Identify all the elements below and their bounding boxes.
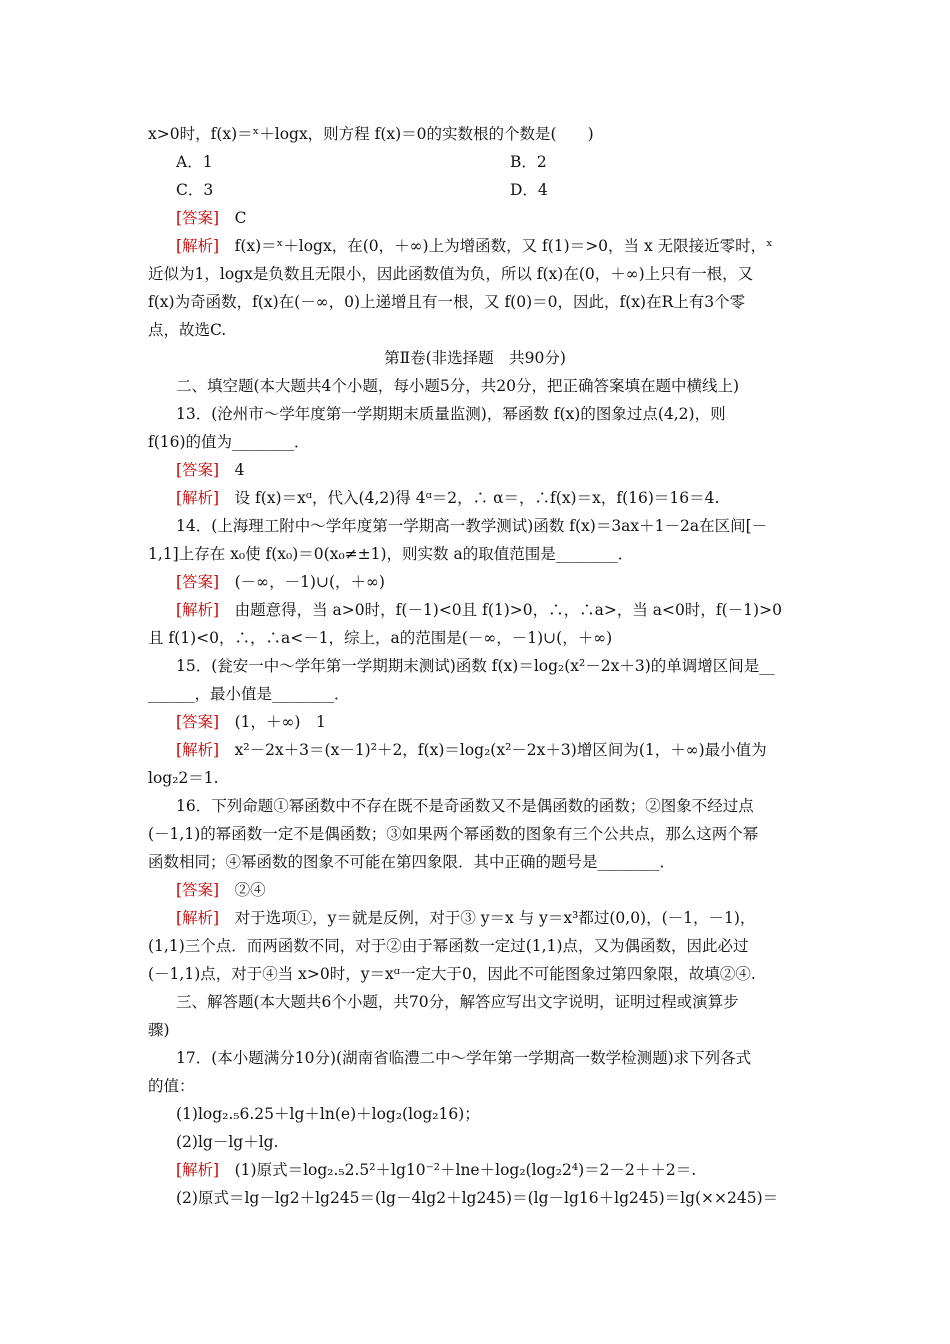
option-row (176, 152, 547, 172)
answer-15 (176, 712, 326, 732)
question-15-stem: ______，最小值是________． (148, 685, 350, 703)
question-16-stem: 函数相同；④幂函数的图象不可能在第四象限．其中正确的题号是________． (148, 853, 676, 871)
answer-tag: [答案] (176, 573, 220, 591)
answer-text: 4 (219, 461, 245, 479)
analysis-tag: [解析] (176, 237, 220, 255)
analysis-12 (176, 236, 773, 256)
answer-text: C (219, 209, 247, 227)
answer-13 (176, 460, 244, 480)
question-16-stem: (－1,1)的幂函数一定不是偶函数；③如果两个幂函数的图象有三个公共点，那么这两个幂 (148, 825, 759, 843)
answer-12 (176, 208, 246, 228)
question-16-stem: 16．下列命题①幂函数中不存在既不是奇函数又不是偶函数的函数；②图象不经过点 (176, 797, 754, 815)
answer-text: (1，＋∞) 1 (219, 713, 326, 731)
section-title: 第Ⅱ卷(非选择题 共90分) (384, 349, 566, 367)
analysis-text: 且 f(1)<0，∴，∴a<－1，综上，a的范围是(－∞，－1)∪(，＋∞) (148, 629, 613, 647)
section-heading: 骤) (148, 1021, 170, 1039)
analysis-text: (2)原式＝lg－lg2＋lg245＝(lg－4lg2＋lg245)＝(lg－lg16＋lg245)＝lg(××245)＝ (176, 1189, 779, 1207)
analysis-tag: [解析] (176, 601, 220, 619)
analysis-14 (176, 600, 782, 620)
analysis-text: 对于选项①，y＝就是反例，对于③ y＝x 与 y＝x³都过(0,0)，(－1，－1)， (219, 909, 756, 927)
analysis-text: 设 f(x)＝xᵅ，代入(4,2)得 4ᵅ＝2，∴ α＝，∴f(x)＝x，f(16)＝16＝4. (219, 489, 720, 507)
question-17-stem: 17．(本小题满分10分)(湖南省临澧二中～学年第一学期高一数学检测题)求下列各式 (176, 1049, 752, 1067)
analysis-text: 由题意得，当 a>0时，f(－1)<0且 f(1)>0，∴，∴a>，当 a<0时，f(－1)>0 (219, 601, 782, 619)
analysis-16 (176, 908, 755, 928)
answer-14 (176, 572, 385, 592)
answer-tag: [答案] (176, 209, 220, 227)
section-heading: 三、解答题(本大题共6个小题，共70分，解答应写出文字说明，证明过程或演算步 (176, 993, 739, 1011)
analysis-text: log₂2＝1. (148, 769, 219, 787)
answer-text: ②④ (219, 881, 266, 899)
option-row (176, 180, 548, 200)
option-a: A．1 (176, 153, 213, 171)
option-c: C．3 (176, 181, 214, 199)
analysis-tag: [解析] (176, 1161, 220, 1179)
analysis-13 (176, 488, 719, 508)
answer-tag: [答案] (176, 713, 220, 731)
question-17-stem: 的值： (148, 1077, 195, 1095)
analysis-text: (－1,1)点，对于④当 x>0时，y＝xᵅ一定大于0，因此不可能图象过第四象限，故填②④. (148, 965, 756, 983)
answer-tag: [答案] (176, 881, 220, 899)
answer-text: (－∞，－1)∪(，＋∞) (219, 573, 385, 591)
section-heading: 二、填空题(本大题共4个小题，每小题5分，共20分，把正确答案填在题中横线上) (176, 377, 740, 395)
analysis-text: (1)原式＝log₂.₅2.5²＋lg10⁻²＋lne＋log₂(log₂2⁴)＝2－2＋＋2＝. (219, 1161, 697, 1179)
analysis-text: f(x)为奇函数，f(x)在(－∞，0)上递增且有一根，又 f(0)＝0，因此，f(x)在R上有3个零 (148, 293, 746, 311)
question-12-stem: x>0时，f(x)＝ˣ＋logx，则方程 f(x)＝0的实数根的个数是( ) (148, 125, 594, 143)
question-14-stem: 1,1]上存在 x₀使 f(x₀)＝0(x₀≠±1)，则实数 a的取值范围是________． (148, 545, 634, 563)
analysis-text: x²－2x＋3＝(x－1)²＋2，f(x)＝log₂(x²－2x＋3)增区间为(1，＋∞)最小值为 (219, 741, 767, 759)
question-17-part-2: (2)lg－lg＋lg. (176, 1133, 279, 1151)
analysis-text: 点，故选C. (148, 321, 227, 339)
question-14-stem: 14．(上海理工附中～学年度第一学期高一教学测试)函数 f(x)＝3ax＋1－2a在区间[－ (176, 517, 768, 535)
analysis-text: (1,1)三个点．而两函数不同，对于②由于幂函数一定过(1,1)点，又为偶函数，因此必过 (148, 937, 749, 955)
option-b: B．2 (510, 153, 547, 171)
analysis-text: f(x)＝ˣ＋logx，在(0，＋∞)上为增函数，又 f(1)＝>0，当 x 无限接近零时，ˣ (219, 237, 773, 255)
analysis-15 (176, 740, 767, 760)
question-13-stem: f(16)的值为________． (148, 433, 310, 451)
question-15-stem: 15．(瓮安一中～学年第一学期期末测试)函数 f(x)＝log₂(x²－2x＋3)的单调增区间是__ (176, 657, 775, 675)
option-d: D．4 (510, 181, 548, 199)
analysis-tag: [解析] (176, 489, 220, 507)
question-13-stem: 13．(沧州市～学年度第一学期期末质量监测)，幂函数 f(x)的图象过点(4,2)，则 (176, 405, 726, 423)
analysis-text: 近似为1，logx是负数且无限小，因此函数值为负，所以 f(x)在(0，＋∞)上只有一根，又 (148, 265, 754, 283)
answer-16 (176, 880, 266, 900)
analysis-tag: [解析] (176, 741, 220, 759)
analysis-tag: [解析] (176, 909, 220, 927)
question-17-part-1: (1)log₂.₅6.25＋lg＋ln(e)＋log₂(log₂16)； (176, 1105, 480, 1123)
analysis-17 (176, 1160, 696, 1180)
answer-tag: [答案] (176, 461, 220, 479)
